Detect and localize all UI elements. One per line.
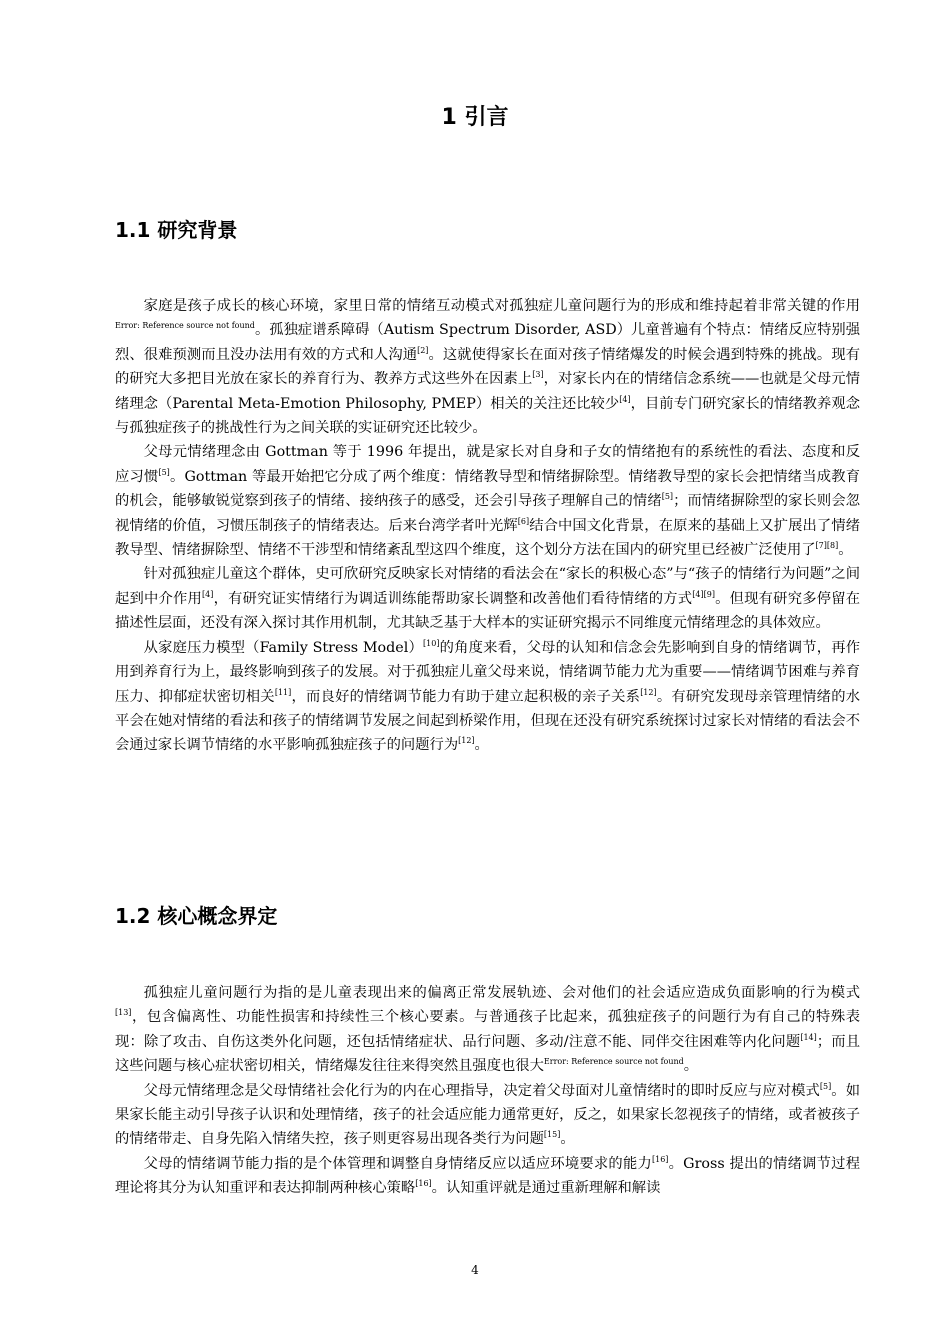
citation-marker: [3] bbox=[532, 370, 544, 380]
citation-marker: [14] bbox=[800, 1032, 817, 1042]
paragraph bbox=[115, 981, 860, 1079]
citation-marker: Error: Reference source not found bbox=[115, 321, 255, 331]
paragraph-text: 父母的情绪调节能力指的是个体管理和调整自身情绪反应以适应环境要求的能力 bbox=[143, 1155, 652, 1172]
citation-marker: [15] bbox=[543, 1130, 561, 1140]
chapter-title: 1 引言 bbox=[441, 105, 509, 130]
citation-marker: [5] bbox=[661, 492, 674, 502]
section-heading-1-2: 1.2 核心概念界定 bbox=[115, 904, 278, 928]
paragraph-text: 。Gottman 等最开始把它分成了两个维度：情绪教导型和情绪摒除型。情绪教导型的家长会把情绪当成教育的机会，能够敏锐觉察到孩子的情绪、接纳孩子的感受，还会引导孩子理解自己的情绪 bbox=[115, 468, 860, 510]
paragraph-text: 父母元情绪理念由 Gottman 等于 1996 年提出，就是家长对自身和子女的情绪抱有的系统性的看法、态度和反应习惯 bbox=[115, 444, 860, 485]
citation-marker: [16] bbox=[652, 1154, 669, 1164]
paragraph-text: 。孤独症谱系障碍（Autism Spectrum Disorder, ASD）儿童普遍有个特点：情绪反应特别强烈、很难预测而且没办法用有效的方式和人沟通 bbox=[115, 322, 861, 363]
paragraph bbox=[115, 636, 860, 758]
section-body-1-1 bbox=[115, 294, 860, 758]
paragraph-text: 。这就使得家长在面对孩子情绪爆发的时候会遇到特殊的挑战。现有的研究大多把目光放在家长的养育行为、教养方式这些外在因素上 bbox=[115, 346, 860, 388]
paragraph-text: 。 bbox=[560, 1131, 575, 1148]
paragraph-text: 针对孤独症儿童这个群体，史可欣研究反映家长对情绪的看法会在“家长的积极心态”与“孩子的情绪行为问题”之间起到中介作用 bbox=[115, 566, 860, 607]
paragraph-text: 家庭是孩子成长的核心环境，家里日常的情绪互动模式对孤独症儿童问题行为的形成和维持起着非常关键的作用 bbox=[143, 298, 860, 314]
paragraph-text: 从家庭压力模型（Family Stress Model） bbox=[143, 639, 424, 656]
section-body-1-2 bbox=[115, 981, 860, 1201]
paragraph-text: 。Gross 提出的情绪调节过程理论将其分为认知重评和表达抑制两种核心策略 bbox=[115, 1155, 860, 1197]
citation-marker: [12] bbox=[458, 736, 475, 746]
paragraph-text: 。有研究发现母亲管理情绪的水平会在她对情绪的看法和孩子的情绪调节发展之间起到桥梁作用，但现在还没有研究系统探讨过家长对情绪的看法会不会通过家长调节情绪的水平影响孤独症孩子的问题行为 bbox=[115, 688, 861, 754]
citation-marker: Error: Reference source not found bbox=[543, 1057, 684, 1067]
paragraph bbox=[115, 294, 860, 440]
paragraph bbox=[115, 440, 860, 562]
paragraph-text: ，有研究证实情绪行为调适训练能帮助家长调整和改善他们看待情绪的方式 bbox=[213, 590, 693, 607]
citation-marker: [4] bbox=[619, 394, 631, 404]
paragraph-text: ，目前专门研究家长的情绪教养观念与孤独症孩子的挑战性行为之间关联的实证研究还比较少。 bbox=[115, 395, 860, 437]
paragraph-text: 。但现有研究多停留在描述性层面，还没有深入探讨其作用机制，尤其缺乏基于大样本的实证研究揭示不同维度元情绪理念的具体效应。 bbox=[115, 590, 861, 632]
paragraph-text: 孤独症儿童问题行为指的是儿童表现出来的偏离正常发展轨迹、会对他们的社会适应造成负面影响的行为模式 bbox=[143, 985, 860, 1001]
paragraph-text: ；而且这些问题与核心症状密切相关，情绪爆发往往来得突然且强度也很大 bbox=[115, 1033, 861, 1075]
paragraph bbox=[115, 562, 860, 635]
citation-marker: [16] bbox=[415, 1179, 432, 1189]
paragraph-text: 。 bbox=[683, 1058, 699, 1075]
paragraph bbox=[115, 1152, 860, 1201]
citation-marker: [4][9] bbox=[692, 589, 715, 599]
citation-marker: [13] bbox=[115, 1008, 132, 1018]
citation-marker: [6] bbox=[517, 516, 530, 526]
citation-marker: [5] bbox=[158, 467, 170, 477]
paragraph-text: 。如果家长能主动引导孩子认识和处理情绪，孩子的社会适应能力通常更好，反之，如果家长忽视孩子的情绪，或者被孩子的情绪带走、自身先陷入情绪失控，孩子则更容易出现各类行为问题 bbox=[115, 1082, 860, 1148]
paragraph-text: ，包含偏离性、功能性损害和持续性三个核心要素。与普通孩子比起来，孤独症孩子的问题行为有自己的特殊表现：除了攻击、自伤这类外化问题，还包括情绪症状、品行问题、多动/注意不能、同伴交往困难等内化问题 bbox=[115, 1009, 860, 1050]
paragraph-text: 的角度来看，父母的认知和信念会先影响到自身的情绪调节，再作用到养育行为上，最终影响到孩子的发展。对于孤独症儿童父母来说，情绪调节能力尤为重要——情绪调节困难与养育压力、抑郁症状密切相关 bbox=[115, 639, 861, 705]
citation-marker: [2] bbox=[417, 345, 429, 355]
paragraph-text: ，而良好的情绪调节能力有助于建立起积极的亲子关系 bbox=[291, 688, 641, 705]
citation-marker: [7][8] bbox=[815, 541, 839, 551]
paragraph-text: 。 bbox=[474, 737, 489, 754]
page-number: 4 bbox=[471, 1263, 479, 1277]
paragraph bbox=[115, 1079, 860, 1152]
paragraph-text: 结合中国文化背景，在原来的基础上又扩展出了情绪教导型、情绪摒除型、情绪不干涉型和情绪紊乱型这四个维度，这个划分方法在国内的研究里已经被广泛使用了 bbox=[115, 517, 861, 559]
paragraph-text: ，对家长内在的情绪信念系统——也就是父母元情绪理念（Parental Meta-Emotion Philosophy, PMEP）相关的关注还比较少 bbox=[115, 371, 861, 412]
paragraph-text: 父母元情绪理念是父母情绪社会化行为的内在心理指导，决定着父母面对儿童情绪时的即时反应与应对模式 bbox=[143, 1082, 820, 1099]
paragraph-text: 。 bbox=[838, 542, 853, 559]
paragraph-text: ；而情绪摒除型的家长则会忽视情绪的价值，习惯压制孩子的情绪表达。后来台湾学者叶光辉 bbox=[115, 493, 861, 534]
section-heading-1-1: 1.1 研究背景 bbox=[115, 218, 238, 242]
citation-marker: [4] bbox=[202, 589, 214, 599]
citation-marker: [12] bbox=[640, 687, 657, 697]
citation-marker: [11] bbox=[274, 687, 292, 697]
paragraph-text: 。认知重评就是通过重新理解和解读 bbox=[431, 1180, 661, 1197]
citation-marker: [5] bbox=[819, 1081, 832, 1091]
citation-marker: [10] bbox=[423, 638, 440, 648]
